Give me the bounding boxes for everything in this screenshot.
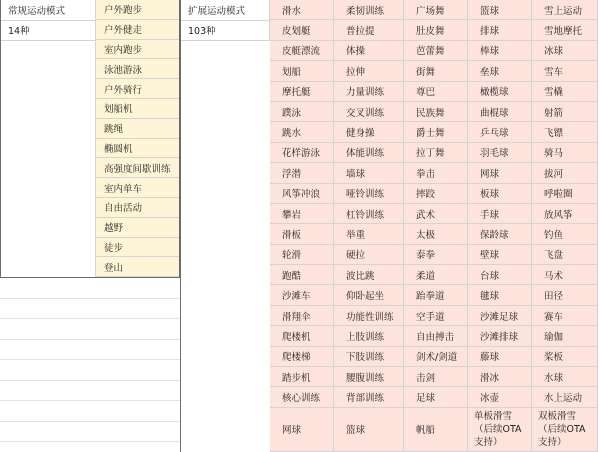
extended-item-cell[interactable]: 保龄球	[468, 224, 532, 244]
extended-item-cell[interactable]: 壁球	[468, 245, 532, 265]
extended-item-cell[interactable]: 雪上运动	[532, 0, 598, 20]
extended-item-cell[interactable]: 交叉训练	[334, 102, 404, 122]
extended-item-cell[interactable]: 帆船	[404, 408, 468, 452]
extended-item-cell[interactable]: 沙滩足球	[468, 306, 532, 326]
regular-items-column	[96, 0, 180, 277]
extended-item-cell[interactable]: 橄榄球	[468, 82, 532, 102]
extended-item-cell[interactable]: 曲棍球	[468, 102, 532, 122]
extended-item-cell[interactable]: 自由搏击	[404, 326, 468, 346]
extended-item-cell[interactable]: 皮艇漂流	[270, 41, 334, 61]
extended-item-cell[interactable]: 手球	[468, 204, 532, 224]
extended-item-cell[interactable]: 爬楼梯	[270, 347, 334, 367]
regular-item-cell[interactable]: 泳池游泳	[96, 59, 180, 79]
extended-item-cell[interactable]: 拳击	[404, 163, 468, 183]
extended-row	[270, 224, 598, 244]
extended-item-cell[interactable]: 雪橇	[532, 82, 598, 102]
extended-item-cell[interactable]: 爬楼机	[270, 326, 334, 346]
regular-mode-count[interactable]: 14种	[0, 21, 96, 42]
regular-item-cell[interactable]: 户外跑步	[96, 0, 180, 20]
extended-item-cell[interactable]: 滑板	[270, 224, 334, 244]
extended-item-cell[interactable]: 骑马	[532, 143, 598, 163]
extended-item-cell[interactable]: 上肢训练	[334, 326, 404, 346]
extended-item-cell[interactable]: 跆拳道	[404, 285, 468, 305]
extended-item-cell[interactable]: 水上运动	[532, 387, 598, 407]
extended-item-cell[interactable]: 篮球	[334, 408, 404, 452]
extended-item-cell[interactable]: 毽球	[468, 285, 532, 305]
extended-item-cell[interactable]: 浮潜	[270, 163, 334, 183]
extended-item-cell[interactable]: 网球	[468, 163, 532, 183]
extended-row	[270, 204, 598, 224]
extended-row	[270, 184, 598, 204]
extended-item-cell[interactable]: 单板滑雪 （后续OTA 支持）	[468, 408, 532, 452]
extended-item-cell[interactable]: 仰卧起坐	[334, 285, 404, 305]
extended-item-cell[interactable]: 街舞	[404, 61, 468, 81]
extended-item-cell[interactable]: 划船	[270, 61, 334, 81]
extended-item-cell[interactable]: 风筝冲浪	[270, 184, 334, 204]
regular-item-cell[interactable]: 户外骑行	[96, 79, 180, 99]
extended-item-cell[interactable]: 板球	[468, 184, 532, 204]
extended-item-cell[interactable]: 芭蕾舞	[404, 41, 468, 61]
extended-item-cell[interactable]: 皮划艇	[270, 20, 334, 40]
extended-item-cell[interactable]: 力量训练	[334, 82, 404, 102]
extended-item-cell[interactable]: 墙球	[334, 163, 404, 183]
extended-item-cell[interactable]: 体能训练	[334, 143, 404, 163]
extended-item-cell[interactable]: 柔道	[404, 265, 468, 285]
extended-item-cell[interactable]: 冰壶	[468, 387, 532, 407]
extended-item-cell[interactable]: 飞盘	[532, 245, 598, 265]
extended-item-cell[interactable]: 垒球	[468, 61, 532, 81]
extended-item-cell[interactable]: 肚皮舞	[404, 20, 468, 40]
extended-item-cell[interactable]: 蹼泳	[270, 102, 334, 122]
extended-item-cell[interactable]: 滑翔伞	[270, 306, 334, 326]
extended-item-cell[interactable]: 硬拉	[334, 245, 404, 265]
extended-item-cell[interactable]: 足球	[404, 387, 468, 407]
extended-item-cell[interactable]: 踏步机	[270, 367, 334, 387]
regular-item-cell[interactable]: 越野	[96, 218, 180, 238]
extended-item-cell[interactable]: 体操	[334, 41, 404, 61]
extended-item-cell[interactable]: 摔跤	[404, 184, 468, 204]
extended-row	[270, 0, 598, 20]
regular-item-cell[interactable]: 椭圆机	[96, 139, 180, 159]
extended-item-cell[interactable]: 钓鱼	[532, 224, 598, 244]
extended-item-cell[interactable]: 击剑	[404, 367, 468, 387]
extended-item-cell[interactable]: 呼啦圈	[532, 184, 598, 204]
extended-row	[270, 326, 598, 346]
extended-item-cell[interactable]: 田径	[532, 285, 598, 305]
extended-item-cell[interactable]: 篮球	[468, 0, 532, 20]
extended-item-cell[interactable]: 排球	[468, 20, 532, 40]
extended-item-cell[interactable]: 乒乓球	[468, 122, 532, 142]
extended-item-cell[interactable]: 摩托艇	[270, 82, 334, 102]
extended-item-cell[interactable]: 泰拳	[404, 245, 468, 265]
extended-item-cell[interactable]: 棒球	[468, 41, 532, 61]
regular-item-cell[interactable]: 室内跑步	[96, 40, 180, 60]
regular-mode-blank[interactable]	[0, 41, 96, 278]
extended-item-cell[interactable]: 尊巴	[404, 82, 468, 102]
extended-item-cell[interactable]: 下肢训练	[334, 347, 404, 367]
extended-item-cell[interactable]: 台球	[468, 265, 532, 285]
extended-item-cell[interactable]: 杠铃训练	[334, 204, 404, 224]
regular-item-cell[interactable]: 徒步	[96, 238, 180, 258]
extended-row	[270, 408, 598, 452]
extended-item-cell[interactable]: 滑冰	[468, 367, 532, 387]
extended-item-cell[interactable]: 民族舞	[404, 102, 468, 122]
extended-item-cell[interactable]: 水球	[532, 367, 598, 387]
extended-row	[270, 306, 598, 326]
extended-row	[270, 102, 598, 122]
extended-row	[270, 20, 598, 40]
empty-rows	[0, 278, 180, 442]
extended-item-cell[interactable]: 普拉提	[334, 20, 404, 40]
extended-item-cell[interactable]: 拉丁舞	[404, 143, 468, 163]
regular-item-cell[interactable]: 户外健走	[96, 20, 180, 40]
extended-item-cell[interactable]: 空手道	[404, 306, 468, 326]
extended-item-cell[interactable]: 健身操	[334, 122, 404, 142]
extended-item-cell[interactable]: 沙滩排球	[468, 326, 532, 346]
extended-item-cell[interactable]: 羽毛球	[468, 143, 532, 163]
extended-item-cell[interactable]: 太极	[404, 224, 468, 244]
extended-items-grid	[270, 0, 598, 452]
extended-row	[270, 143, 598, 163]
extended-item-cell[interactable]: 瑜伽	[532, 326, 598, 346]
extended-item-cell[interactable]: 跳水	[270, 122, 334, 142]
extended-item-cell[interactable]: 波比跳	[334, 265, 404, 285]
extended-item-cell[interactable]: 拔河	[532, 163, 598, 183]
extended-row	[270, 245, 598, 265]
regular-item-cell[interactable]: 室内单车	[96, 178, 180, 198]
extended-item-cell[interactable]: 网球	[270, 408, 334, 452]
extended-item-cell[interactable]: 冰球	[532, 41, 598, 61]
extended-item-cell[interactable]: 跑酷	[270, 265, 334, 285]
extended-item-cell[interactable]: 广场舞	[404, 0, 468, 20]
extended-mode-count[interactable]: 103种	[180, 21, 270, 42]
extended-item-cell[interactable]: 拉伸	[334, 61, 404, 81]
regular-item-cell[interactable]: 划船机	[96, 99, 180, 119]
extended-item-cell[interactable]: 武术	[404, 204, 468, 224]
extended-row	[270, 41, 598, 61]
extended-item-cell[interactable]: 柔韧训练	[334, 0, 404, 20]
extended-mode-title[interactable]: 扩展运动模式	[180, 0, 270, 21]
extended-item-cell[interactable]: 哑铃训练	[334, 184, 404, 204]
regular-mode-column	[0, 0, 96, 278]
extended-item-cell[interactable]: 雪地摩托	[532, 20, 598, 40]
extended-item-cell[interactable]: 花样游泳	[270, 143, 334, 163]
regular-item-cell[interactable]: 高强度间歇训练	[96, 158, 180, 178]
extended-item-cell[interactable]: 功能性训练	[334, 306, 404, 326]
extended-item-cell[interactable]: 飞镖	[532, 122, 598, 142]
extended-item-cell[interactable]: 藤球	[468, 347, 532, 367]
extended-item-cell[interactable]: 核心训练	[270, 387, 334, 407]
extended-row	[270, 163, 598, 183]
regular-item-cell[interactable]: 自由活动	[96, 198, 180, 218]
regular-item-cell[interactable]: 跳绳	[96, 119, 180, 139]
extended-item-cell[interactable]: 放风筝	[532, 204, 598, 224]
extended-item-cell[interactable]: 射箭	[532, 102, 598, 122]
extended-item-cell[interactable]: 马术	[532, 265, 598, 285]
extended-item-cell[interactable]: 腰腹训练	[334, 367, 404, 387]
extended-item-cell[interactable]: 爵士舞	[404, 122, 468, 142]
extended-item-cell[interactable]: 桨板	[532, 347, 598, 367]
extended-item-cell[interactable]: 雪车	[532, 61, 598, 81]
extended-row	[270, 367, 598, 387]
extended-row	[270, 387, 598, 407]
extended-item-cell[interactable]: 背部训练	[334, 387, 404, 407]
extended-item-cell[interactable]: 沙滩车	[270, 285, 334, 305]
extended-item-cell[interactable]: 双板滑雪 （后续OTA 支持）	[532, 408, 598, 452]
regular-item-cell[interactable]: 登山	[96, 257, 180, 277]
extended-row	[270, 265, 598, 285]
extended-item-cell[interactable]: 滑水	[270, 0, 334, 20]
extended-item-cell[interactable]: 举重	[334, 224, 404, 244]
extended-row	[270, 61, 598, 81]
extended-item-cell[interactable]: 攀岩	[270, 204, 334, 224]
extended-row	[270, 347, 598, 367]
extended-row	[270, 285, 598, 305]
extended-row	[270, 122, 598, 142]
regular-mode-title[interactable]: 常规运动模式	[0, 0, 96, 21]
extended-item-cell[interactable]: 轮滑	[270, 245, 334, 265]
extended-item-cell[interactable]: 赛车	[532, 306, 598, 326]
extended-item-cell[interactable]: 剑术/剑道	[404, 347, 468, 367]
extended-mode-column	[180, 0, 270, 41]
extended-row	[270, 82, 598, 102]
